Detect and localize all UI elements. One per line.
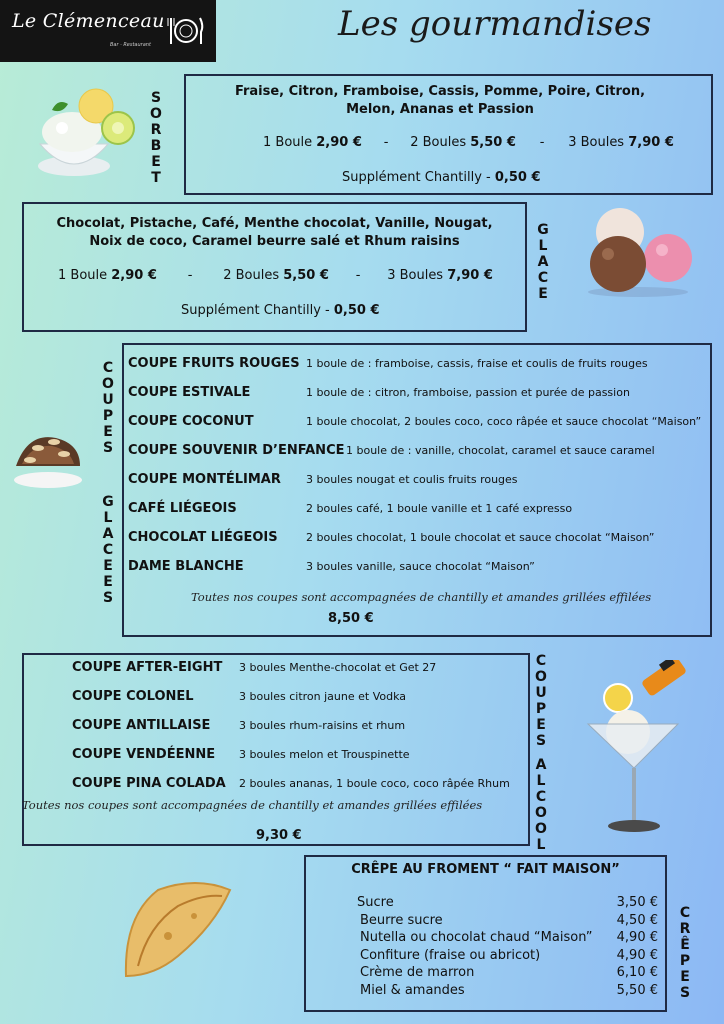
coupe-alcool-description: 3 boules melon et Trouspinette (239, 748, 410, 761)
sorbet-supplement-price: 0,50 € (494, 170, 541, 185)
coupe-name: DAME BLANCHE (128, 559, 244, 574)
glace-supplement-label: Supplément Chantilly - (181, 303, 330, 318)
crepe-price: 4,90 € (616, 930, 658, 945)
coupes-alcool-label-top: COUPES (535, 653, 547, 749)
glace-sep-2: - (355, 268, 361, 283)
coupe-description: 2 boules chocolat, 1 boule chocolat et sauce chocolat “Maison” (306, 531, 655, 544)
coupe-name: COUPE COCONUT (128, 414, 254, 429)
coupe-glacee-image (8, 426, 88, 490)
coupes-glacees-note: Toutes nos coupes sont accompagnées de chantilly et amandes grillées effilées (191, 590, 652, 604)
cocktail-glass-image (582, 660, 692, 836)
coupe-description: 3 boules vanille, sauce chocolat “Maison” (306, 560, 535, 573)
coupe-name: COUPE FRUITS ROUGES (128, 356, 300, 371)
crepe-price: 6,10 € (616, 965, 658, 980)
crepe-price: 4,90 € (616, 947, 658, 963)
glace-one-price: 2,90 € (111, 268, 157, 283)
glace-flavors-line1: Chocolat, Pistache, Café, Menthe chocolat, Vanille, Nougat, (56, 216, 493, 231)
crepe-name: Nutella ou chocolat chaud “Maison” (360, 930, 593, 945)
glace-three-price: 7,90 € (447, 268, 493, 283)
coupes-alcool-label-bottom: ALCOOL (535, 757, 547, 853)
crepe-name: Beurre sucre (360, 912, 443, 928)
sorbet-flavors-line2: Melon, Ananas et Passion (346, 102, 534, 117)
coupe-description: 1 boule de : vanille, chocolat, caramel et sauce caramel (346, 444, 655, 457)
sorbet-image (22, 88, 140, 184)
coupes-glacees-label-bottom: GLACEES (102, 494, 114, 606)
glace-two-price: 5,50 € (283, 268, 329, 283)
coupe-alcool-description: 2 boules ananas, 1 boule coco, coco râpée Rhum (239, 777, 510, 790)
coupe-name: COUPE MONTÉLIMAR (128, 472, 281, 487)
crepe-name: Sucre (357, 895, 394, 910)
glace-label: GLACE (537, 222, 549, 302)
glace-three-label: 3 Boules (387, 268, 444, 283)
crepes-label: CRÊPES (679, 905, 691, 1001)
logo (0, 0, 216, 62)
coupe-description: 1 boule de : framboise, cassis, fraise et coulis de fruits rouges (306, 357, 648, 370)
crepe-price: 5,50 € (616, 982, 658, 998)
logo-tagline: Bar · Restaurant (110, 42, 151, 48)
coupe-alcool-name: COUPE COLONEL (72, 689, 194, 704)
crepe-image (118, 876, 236, 984)
sorbet-sep-2: - (539, 135, 545, 150)
sorbet-supplement (342, 170, 541, 185)
glace-two-label: 2 Boules (223, 268, 280, 283)
coupe-name: COUPE ESTIVALE (128, 385, 251, 400)
sorbet-two-label: 2 Boules (410, 135, 467, 150)
coupe-alcool-name: COUPE ANTILLAISE (72, 718, 211, 733)
glace-prices (58, 268, 493, 283)
coupe-name: CAFÉ LIÉGEOIS (128, 501, 237, 516)
sorbet-three-price: 7,90 € (628, 135, 674, 150)
sorbet-label: SORBET (150, 90, 162, 186)
sorbet-three-label: 3 Boules (568, 135, 625, 150)
coupe-name: COUPE SOUVENIR D’ENFANCE (128, 443, 345, 458)
plate-fork-knife-icon (166, 12, 206, 50)
coupe-alcool-description: 3 boules rhum-raisins et rhum (239, 719, 406, 732)
ice-cream-scoops-image (578, 206, 694, 298)
coupes-alcool-note: Toutes nos coupes sont accompagnées de chantilly et amandes grillées effilées (22, 798, 483, 812)
coupe-alcool-name: COUPE VENDÉENNE (72, 747, 216, 762)
page-title: Les gourmandises (338, 4, 652, 44)
sorbet-prices (263, 135, 674, 150)
glace-supplement-price: 0,50 € (333, 303, 380, 318)
coupe-description: 2 boules café, 1 boule vanille et 1 café expresso (306, 502, 573, 515)
coupes-glacees-label-top: COUPES (102, 360, 114, 456)
sorbet-supplement-label: Supplément Chantilly - (342, 170, 491, 185)
coupe-description: 1 boule chocolat, 2 boules coco, coco râpée et sauce chocolat “Maison” (306, 415, 702, 428)
crepe-price: 3,50 € (616, 895, 658, 910)
coupe-alcool-name: COUPE AFTER-EIGHT (72, 660, 223, 675)
crepe-name: Crème de marron (360, 965, 475, 980)
sorbet-flavors-line1: Fraise, Citron, Framboise, Cassis, Pomme, Poire, Citron, (234, 84, 646, 99)
glace-one-label: 1 Boule (58, 268, 108, 283)
coupe-alcool-name: COUPE PINA COLADA (72, 776, 226, 791)
glace-supplement (181, 303, 380, 318)
crepes-title: CRÊPE AU FROMENT “ FAIT MAISON” (351, 862, 620, 877)
crepe-price: 4,50 € (616, 912, 658, 928)
sorbet-sep-1: - (383, 135, 389, 150)
coupe-alcool-description: 3 boules citron jaune et Vodka (239, 690, 407, 703)
sorbet-one-price: 2,90 € (316, 135, 362, 150)
sorbet-two-price: 5,50 € (470, 135, 516, 150)
coupes-glacees-price: 8,50 € (328, 611, 374, 626)
coupes-alcool-price: 9,30 € (256, 828, 302, 843)
sorbet-one-label: 1 Boule (263, 135, 313, 150)
coupe-description: 3 boules nougat et coulis fruits rouges (306, 473, 518, 486)
crepe-name: Confiture (fraise ou abricot) (360, 947, 541, 963)
coupe-description: 1 boule de : citron, framboise, passion et purée de passion (306, 386, 630, 399)
glace-sep-1: - (187, 268, 193, 283)
coupe-alcool-description: 3 boules Menthe-chocolat et Get 27 (239, 661, 437, 674)
coupe-name: CHOCOLAT LIÉGEOIS (128, 530, 278, 545)
glace-flavors-line2: Noix de coco, Caramel beurre salé et Rhum raisins (89, 234, 460, 249)
crepe-name: Miel & amandes (360, 982, 465, 998)
logo-name: Le Clémenceau (12, 10, 165, 32)
